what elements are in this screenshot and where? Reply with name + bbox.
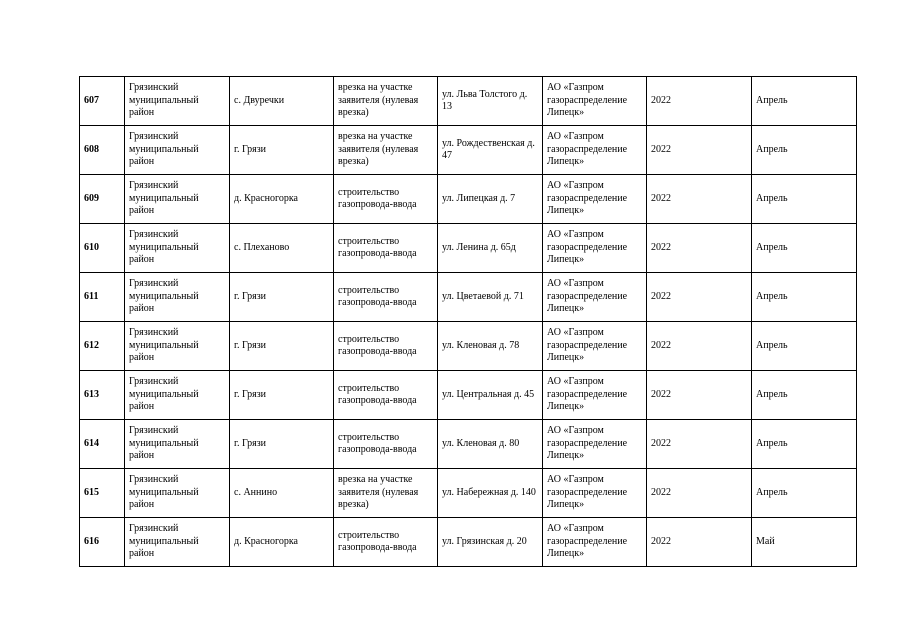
district-cell: Грязинский муниципальный район	[125, 420, 230, 469]
year-cell: 2022	[647, 224, 752, 273]
locality-cell: г. Грязи	[230, 371, 334, 420]
locality-cell: г. Грязи	[230, 273, 334, 322]
month-cell: Апрель	[752, 273, 857, 322]
row-number: 608	[80, 126, 125, 175]
row-number: 612	[80, 322, 125, 371]
organization-cell: АО «Газпром газораспределение Липецк»	[543, 322, 647, 371]
locality-cell: с. Аннино	[230, 469, 334, 518]
year-cell: 2022	[647, 77, 752, 126]
address-cell: ул. Кленовая д. 78	[438, 322, 543, 371]
year-cell: 2022	[647, 371, 752, 420]
locality-cell: с. Двуречки	[230, 77, 334, 126]
month-cell: Апрель	[752, 126, 857, 175]
locality-cell: с. Плеханово	[230, 224, 334, 273]
table-row	[80, 273, 857, 322]
district-cell: Грязинский муниципальный район	[125, 273, 230, 322]
organization-cell: АО «Газпром газораспределение Липецк»	[543, 371, 647, 420]
work-type-cell: врезка на участке заявителя (нулевая врезка)	[334, 126, 438, 175]
year-cell: 2022	[647, 518, 752, 567]
address-cell: ул. Грязинская д. 20	[438, 518, 543, 567]
month-cell: Май	[752, 518, 857, 567]
table-row	[80, 469, 857, 518]
work-type-cell: строительство газопровода-ввода	[334, 175, 438, 224]
table-row	[80, 77, 857, 126]
row-number: 610	[80, 224, 125, 273]
month-cell: Апрель	[752, 224, 857, 273]
row-number: 611	[80, 273, 125, 322]
table-row	[80, 518, 857, 567]
month-cell: Апрель	[752, 77, 857, 126]
district-cell: Грязинский муниципальный район	[125, 224, 230, 273]
table-row	[80, 126, 857, 175]
organization-cell: АО «Газпром газораспределение Липецк»	[543, 518, 647, 567]
address-cell: ул. Центральная д. 45	[438, 371, 543, 420]
table-row	[80, 371, 857, 420]
district-cell: Грязинский муниципальный район	[125, 77, 230, 126]
month-cell: Апрель	[752, 420, 857, 469]
address-cell: ул. Ленина д. 65д	[438, 224, 543, 273]
address-cell: ул. Льва Толстого д. 13	[438, 77, 543, 126]
month-cell: Апрель	[752, 322, 857, 371]
row-number: 607	[80, 77, 125, 126]
table-row	[80, 224, 857, 273]
work-type-cell: строительство газопровода-ввода	[334, 420, 438, 469]
address-cell: ул. Кленовая д. 80	[438, 420, 543, 469]
district-cell: Грязинский муниципальный район	[125, 371, 230, 420]
locality-cell: д. Красногорка	[230, 175, 334, 224]
locality-cell: г. Грязи	[230, 322, 334, 371]
work-type-cell: строительство газопровода-ввода	[334, 322, 438, 371]
month-cell: Апрель	[752, 371, 857, 420]
table-row	[80, 322, 857, 371]
district-cell: Грязинский муниципальный район	[125, 469, 230, 518]
district-cell: Грязинский муниципальный район	[125, 126, 230, 175]
row-number: 616	[80, 518, 125, 567]
work-type-cell: строительство газопровода-ввода	[334, 518, 438, 567]
row-number: 615	[80, 469, 125, 518]
address-cell: ул. Липецкая д. 7	[438, 175, 543, 224]
address-cell: ул. Рождественская д. 47	[438, 126, 543, 175]
table-row	[80, 420, 857, 469]
organization-cell: АО «Газпром газораспределение Липецк»	[543, 77, 647, 126]
district-cell: Грязинский муниципальный район	[125, 518, 230, 567]
locality-cell: д. Красногорка	[230, 518, 334, 567]
district-cell: Грязинский муниципальный район	[125, 175, 230, 224]
year-cell: 2022	[647, 420, 752, 469]
row-number: 613	[80, 371, 125, 420]
year-cell: 2022	[647, 469, 752, 518]
organization-cell: АО «Газпром газораспределение Липецк»	[543, 224, 647, 273]
table-body	[80, 77, 857, 567]
work-type-cell: строительство газопровода-ввода	[334, 371, 438, 420]
year-cell: 2022	[647, 322, 752, 371]
locality-cell: г. Грязи	[230, 420, 334, 469]
year-cell: 2022	[647, 126, 752, 175]
work-type-cell: врезка на участке заявителя (нулевая врезка)	[334, 469, 438, 518]
work-type-cell: строительство газопровода-ввода	[334, 273, 438, 322]
organization-cell: АО «Газпром газораспределение Липецк»	[543, 469, 647, 518]
organization-cell: АО «Газпром газораспределение Липецк»	[543, 175, 647, 224]
row-number: 614	[80, 420, 125, 469]
district-cell: Грязинский муниципальный район	[125, 322, 230, 371]
year-cell: 2022	[647, 273, 752, 322]
organization-cell: АО «Газпром газораспределение Липецк»	[543, 126, 647, 175]
table-row	[80, 175, 857, 224]
month-cell: Апрель	[752, 469, 857, 518]
gasification-table	[79, 76, 857, 567]
work-type-cell: строительство газопровода-ввода	[334, 224, 438, 273]
organization-cell: АО «Газпром газораспределение Липецк»	[543, 273, 647, 322]
locality-cell: г. Грязи	[230, 126, 334, 175]
address-cell: ул. Цветаевой д. 71	[438, 273, 543, 322]
organization-cell: АО «Газпром газораспределение Липецк»	[543, 420, 647, 469]
month-cell: Апрель	[752, 175, 857, 224]
row-number: 609	[80, 175, 125, 224]
work-type-cell: врезка на участке заявителя (нулевая врезка)	[334, 77, 438, 126]
address-cell: ул. Набережная д. 140	[438, 469, 543, 518]
year-cell: 2022	[647, 175, 752, 224]
